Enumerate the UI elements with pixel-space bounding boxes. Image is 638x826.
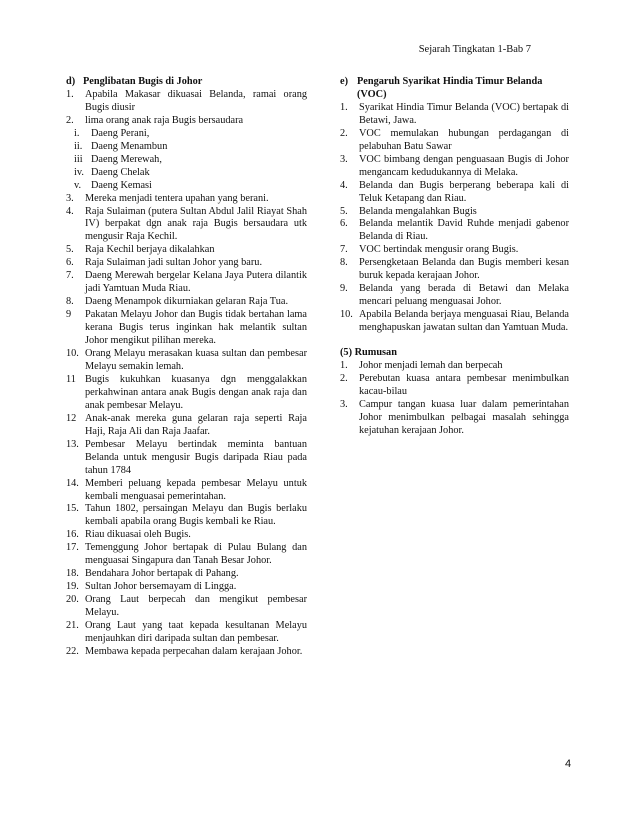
summary-item: 2. Perebutan kuasa antara pembesar menimbulkan kacau-bilau bbox=[340, 372, 569, 397]
list-item: 22. Membawa kepada perpecahan dalam kerajaan Johor. bbox=[66, 645, 303, 657]
list-item: 1. Syarikat Hindia Timur Belanda (VOC) bertapak di Betawi, Jawa. bbox=[340, 101, 569, 126]
sublist-item: iv. Daeng Chelak bbox=[74, 166, 150, 178]
list-item: 12 Anak-anak mereka guna gelaran raja seperti Raja Haji, Raja Ali dan Raja Jaafar. bbox=[66, 412, 307, 437]
list-item: 2. VOC memulakan hubungan perdagangan di pelabuhan Batu Sawar bbox=[340, 127, 569, 152]
summary-item: 3. Campur tangan kuasa luar dalam pemerintahan Johor menimbulkan pelbagai masalah sehingga kejatuhan kerajaan Johor. bbox=[340, 398, 569, 436]
list-item: 20. Orang Laut berpecah dan mengikut pembesar Melayu. bbox=[66, 594, 307, 619]
list-item: 9 Pakatan Melayu Johor dan Bugis tidak bertahan lama kerana Bugis terus inginkan hak melantik sultan Johor mengikut pilihan mereka. bbox=[66, 309, 307, 347]
list-item: 4. Raja Sulaiman (putera Sultan Abdul Jalil Riayat Shah IV) berpakat dgn anak raja Bugis bersaudara utk mengusir Raja Kechil. bbox=[66, 205, 307, 243]
heading-text: Pengaruh Syarikat Hindia Timur Belanda (VOC) bbox=[357, 76, 543, 100]
left-column bbox=[66, 76, 307, 659]
page-number: 4 bbox=[565, 758, 572, 770]
list-item: 7. Daeng Merewah bergelar Kelana Jaya Putera dilantik jadi Yamtuan Muda Riau. bbox=[66, 270, 307, 295]
sublist-item: iii Daeng Merewah, bbox=[74, 153, 162, 165]
sublist-item: v. Daeng Kemasi bbox=[74, 179, 152, 191]
heading-text: Penglibatan Bugis di Johor bbox=[83, 76, 203, 87]
list-item: 17. Temenggung Johor bertapak di Pulau Bulang dan menguasai Singapura dan Tanah Besar Johor. bbox=[66, 542, 307, 567]
right-column bbox=[340, 76, 569, 438]
list-item: 8. Persengketaan Belanda dan Bugis memberi kesan buruk kepada kerajaan Johor. bbox=[340, 257, 569, 282]
list-item: 9. Belanda yang berada di Betawi dan Melaka mencari peluang menguasai Johor. bbox=[340, 283, 569, 308]
list-item: 18. Bendahara Johor bertapak di Pahang. bbox=[66, 568, 239, 580]
list-item: 3. VOC bimbang dengan penguasaan Bugis di Johor mengancam kedudukannya di Melaka. bbox=[340, 153, 569, 178]
heading-letter: e) bbox=[340, 76, 348, 87]
summary-item: 1. Johor menjadi lemah dan berpecah bbox=[340, 360, 503, 372]
list-item: 6. Raja Sulaiman jadi sultan Johor yang baru. bbox=[66, 257, 263, 269]
list-item: 19. Sultan Johor bersemayam di Lingga. bbox=[66, 581, 237, 593]
list-item: 5. Raja Kechil berjaya dikalahkan bbox=[66, 244, 215, 256]
list-item: 3. Mereka menjadi tentera upahan yang berani. bbox=[66, 192, 269, 204]
list-item: 10. Orang Melayu merasakan kuasa sultan dan pembesar Melayu semakin lemah. bbox=[66, 348, 307, 372]
heading-letter: d) bbox=[66, 76, 76, 87]
list-item: 7. VOC bertindak mengusir orang Bugis. bbox=[340, 244, 519, 256]
list-item: 8. Daeng Menampok dikurniakan gelaran Raja Tua. bbox=[66, 296, 289, 308]
list-item: 6. Belanda melantik David Ruhde menjadi gabenor Belanda di Riau. bbox=[340, 218, 569, 243]
list-item: 2. lima orang anak raja Bugis bersaudara bbox=[66, 114, 244, 126]
sublist bbox=[66, 128, 307, 193]
list-item: 11 Bugis kukuhkan kuasanya dgn menggalakkan perkahwinan antara anak Bugis dengan anak raja dan anak pembesar Melayu. bbox=[66, 373, 307, 411]
list-item: 14. Memberi peluang kepada pembesar Melayu untuk kembali menguasai pemerintahan. bbox=[66, 477, 307, 502]
list-item: 13. Pembesar Melayu bertindak meminta bantuan Belanda untuk mengusir Bugis daripada Riau pada tahun 1784 bbox=[66, 438, 307, 476]
list-item: 15. Tahun 1802, persaingan Melayu dan Bugis berlaku kembali apabila orang Bugis kembali ke Riau. bbox=[66, 503, 307, 528]
section-heading-d bbox=[66, 76, 307, 89]
sublist-item: ii. Daeng Menambun bbox=[74, 140, 168, 152]
page-header: Sejarah Tingkatan 1-Bab 7 bbox=[418, 44, 531, 55]
list-item: 21. Orang Laut yang taat kepada kesultanan Melayu menjauhkan diri daripada sultan dan pembesar. bbox=[66, 620, 307, 644]
spacer bbox=[340, 335, 569, 347]
sublist-item: i. Daeng Perani, bbox=[74, 127, 150, 139]
section-heading-e bbox=[340, 76, 569, 102]
summary-heading: (5) Rumusan bbox=[340, 347, 397, 359]
list-item: 4. Belanda dan Bugis berperang beberapa kali di Teluk Ketapang dan Riau. bbox=[340, 179, 569, 204]
list-item: 1. Apabila Makasar dikuasai Belanda, ramai orang Bugis diusir bbox=[66, 88, 307, 113]
list-item: 16. Riau dikuasai oleh Bugis. bbox=[66, 529, 191, 541]
list-item: 5. Belanda mengalahkan Bugis bbox=[340, 205, 477, 217]
list-item: 10. Apabila Belanda berjaya menguasai Riau, Belanda menghapuskan jawatan sultan dan Yamtuan Muda. bbox=[340, 309, 569, 334]
